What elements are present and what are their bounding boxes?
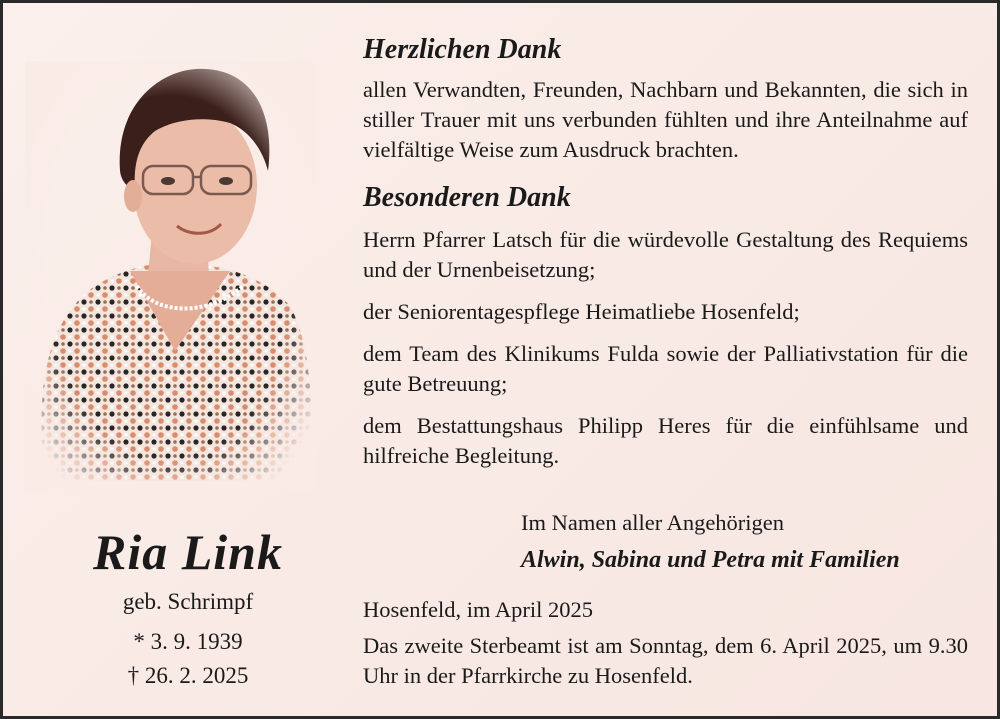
service-note: Das zweite Sterbeamt ist am Sonntag, dem 6. April 2025, um 9.30 Uhr in der Pfarrkirche zu Hosenfeld. (363, 633, 968, 688)
footer (363, 595, 968, 691)
deceased-name: Ria Link (93, 524, 283, 580)
special-thanks-item: Herrn Pfarrer Latsch für die würdevolle Gestaltung des Requiems und der Urnenbeisetzung; (363, 227, 968, 282)
birth-date: * 3. 9. 1939 (133, 629, 243, 654)
maiden-name: geb. Schrimpf (122, 589, 254, 614)
special-thanks-item: dem Team des Klinikums Fulda sowie der Palliativstation für die gute Betreuung; (363, 341, 968, 396)
thanks-heading: Herzlichen Dank (363, 34, 562, 65)
place-date: Hosenfeld, im April 2025 (363, 597, 593, 622)
signoff-names: Alwin, Sabina und Petra mit Familien (521, 547, 900, 573)
death-date: † 26. 2. 2025 (127, 663, 249, 688)
special-thanks-heading: Besonderen Dank (363, 182, 571, 213)
signoff-line: Im Namen aller Angehörigen (521, 510, 785, 535)
special-thanks-item: dem Bestattungshaus Philipp Heres für die einfühlsame und hilfreiche Begleitung. (363, 413, 968, 468)
thanks-column (363, 33, 968, 471)
thanks-text: allen Verwandten, Freunden, Nachbarn und Bekannten, die sich in stiller Trauer mit uns verbunden fühlten und ihre Anteilnahme auf vielfältige Weise zum Ausdruck brachten. (363, 77, 968, 162)
special-thanks-item: der Seniorentagespflege Heimatliebe Hosenfeld; (363, 299, 800, 324)
signoff (521, 508, 900, 582)
portrait-photo (25, 61, 315, 491)
